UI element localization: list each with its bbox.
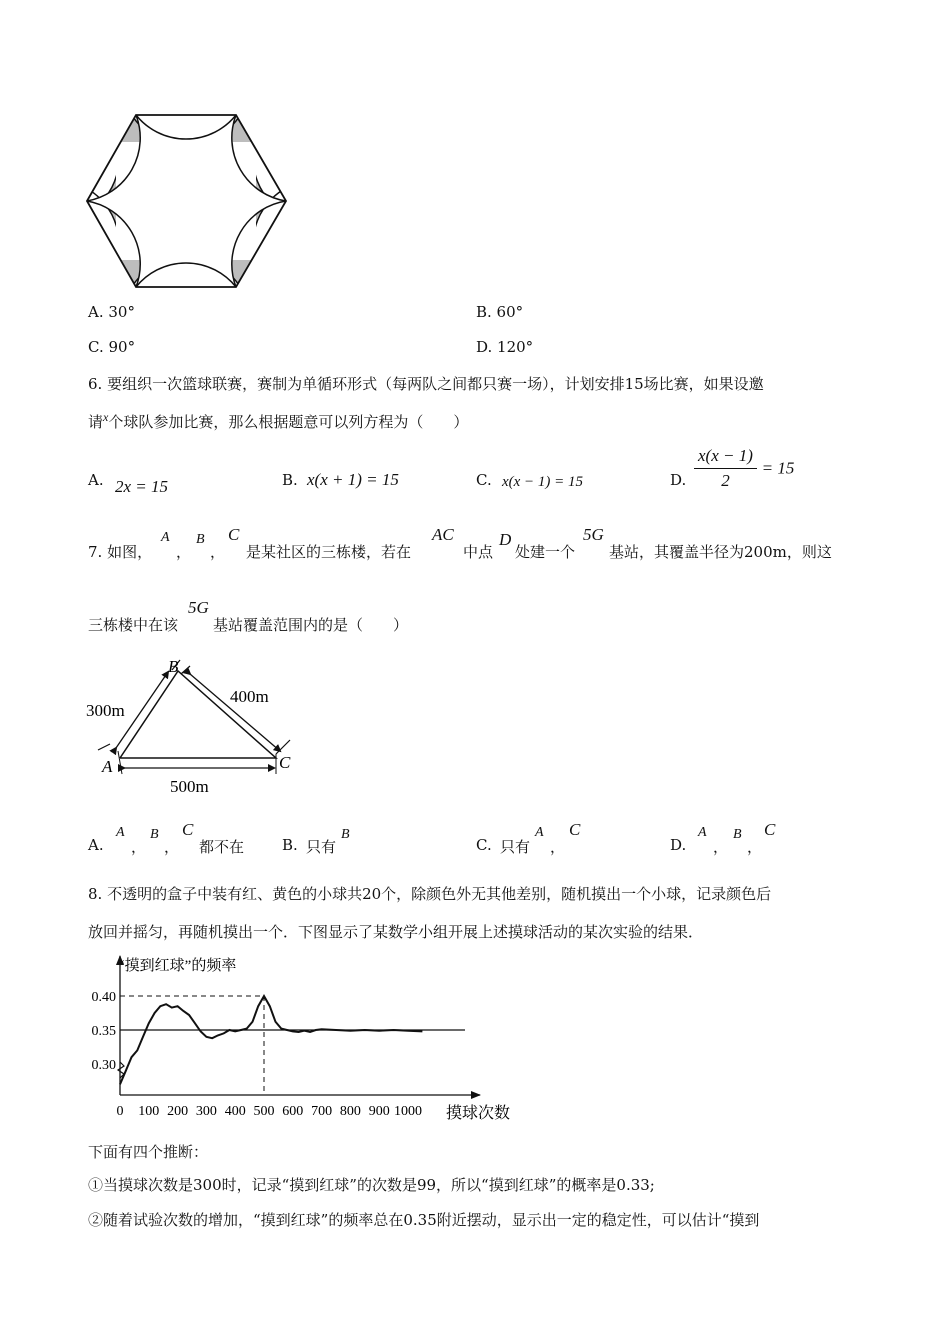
label-400m: 400m: [230, 687, 269, 706]
q7-option-d-A: A: [698, 825, 707, 840]
q6-option-d-denominator: 2: [721, 471, 730, 490]
vertex-A: A: [102, 757, 113, 776]
q7-option-c-text: 只有: [500, 838, 531, 856]
q5-option-c[interactable]: C. 90°: [88, 338, 136, 356]
q7-comma-1: ，: [176, 543, 192, 561]
inner-arcs: [87, 115, 286, 287]
q6-option-b-equation: x(x + 1) = 15: [307, 470, 399, 489]
q6-line1: 6. 要组织一次篮球联赛，赛制为单循环形式（每两队之间都只赛一场），计划安排15场比赛，如果设邀: [88, 375, 764, 393]
label-300m: 300m: [86, 701, 125, 720]
x-tick-label: 500: [253, 1104, 275, 1119]
q7-line2-5G: 5G: [188, 598, 209, 617]
frequency-chart: [80, 950, 530, 1125]
q7-option-a-C: C: [182, 820, 194, 839]
q7-line2-post: 基站覆盖范围内的是（ ）: [213, 616, 409, 634]
q7-option-c-A: A: [535, 825, 544, 840]
q7-option-c-label[interactable]: C.: [476, 836, 492, 854]
frequency-series-line: [120, 996, 422, 1084]
q7-option-d-label[interactable]: D.: [670, 836, 687, 854]
q7-text4: 基站，其覆盖半径为200m，则这: [609, 543, 832, 561]
x-tick-label: 600: [282, 1104, 304, 1119]
x-tick-label: 900: [368, 1104, 390, 1119]
q7-label-5G: 5G: [583, 525, 604, 544]
q7-option-a-A: A: [116, 825, 125, 840]
q7-text1: 是某社区的三栋楼，若在: [246, 543, 412, 561]
q6-line2-pre: 请: [88, 413, 104, 431]
q7-option-a-tail: 都不在: [199, 838, 245, 856]
x-tick-label: 100: [138, 1104, 160, 1119]
x-axis-label: 摸球次数: [446, 1105, 511, 1122]
q8-inference-1: ①当摸球次数是300时，记录“摸到红球”的次数是99，所以“摸到红球”的概率是0.33;: [88, 1176, 655, 1194]
q7-label-B: B: [196, 532, 205, 547]
label-500m: 500m: [170, 777, 209, 796]
q6-option-c-label[interactable]: C.: [476, 471, 492, 489]
q6-line2-post: 个球队参加比赛，那么根据题意可以列方程为（ ）: [108, 413, 469, 431]
x-tick-label: 200: [167, 1104, 189, 1119]
q7-option-d-C: C: [764, 820, 776, 839]
x-tick-label: 700: [311, 1104, 333, 1119]
q6-option-d-rhs: = 15: [761, 458, 795, 478]
x-tick-label: 400: [224, 1104, 246, 1119]
q6-option-a-equation: 2x = 15: [115, 477, 169, 496]
q6-option-c-equation: x(x − 1) = 15: [502, 474, 584, 490]
q7-prefix: 7. 如图，: [88, 543, 153, 561]
q7-option-d-comma1: ，: [713, 838, 729, 856]
q7-label-A: A: [161, 530, 170, 545]
q6-option-a-label[interactable]: A.: [88, 471, 104, 489]
q6-option-d-label[interactable]: D.: [670, 471, 687, 489]
q7-comma-2: ，: [210, 543, 226, 561]
x-tick-label: 800: [339, 1104, 361, 1119]
q7-option-a-label[interactable]: A.: [88, 836, 104, 854]
q5-option-d[interactable]: D. 120°: [476, 338, 534, 356]
q7-option-b-B: B: [341, 827, 350, 842]
chart-title: “摸到红球”的频率: [118, 958, 237, 974]
q7-option-a-comma2: ，: [164, 838, 180, 856]
y-tick-label: 0.40: [91, 990, 116, 1005]
vertex-B: B: [168, 657, 179, 676]
q7-label-D: D: [499, 530, 512, 549]
q7-option-a-comma1: ，: [131, 838, 147, 856]
vertex-C: C: [279, 753, 291, 772]
q6-option-d-fraction: [694, 446, 794, 491]
q7-text3: 处建一个: [515, 543, 576, 561]
q7-option-b-label[interactable]: B.: [282, 836, 298, 854]
q7-line2-pre: 三栋楼中在该: [88, 616, 179, 634]
q7-text2: 中点: [463, 543, 494, 561]
q6-var-x: x: [103, 410, 109, 424]
q7-option-d-B: B: [733, 827, 742, 842]
q8-line2: 放回并摇匀，再随机摸出一个．下图显示了某数学小组开展上述摸球活动的某次实验的结果．: [88, 923, 704, 941]
q6-option-b-label[interactable]: B.: [282, 471, 298, 489]
y-tick-label: 0.30: [91, 1058, 116, 1073]
q6-line2: [88, 410, 468, 432]
x-tick-label: 1000: [394, 1104, 422, 1119]
q7-option-c-C: C: [569, 820, 581, 839]
q5-option-a[interactable]: A. 30°: [88, 303, 135, 321]
q5-option-b[interactable]: B. 60°: [476, 303, 524, 321]
q7-label-C: C: [228, 525, 240, 544]
q8-inference-2: ②随着试验次数的增加，“摸到红球”的频率总在0.35附近摆动，显示出一定的稳定性，可以估计“摸到: [88, 1211, 760, 1229]
q6-option-d-numerator: x(x − 1): [698, 446, 753, 465]
triangle-figure: [80, 656, 310, 801]
q7-option-d-comma2: ，: [747, 838, 763, 856]
triangle-outline: [120, 671, 276, 758]
dim-arrow-BC: [190, 674, 280, 751]
q8-after1: 下面有四个推断：: [88, 1143, 209, 1161]
q7-option-c-comma: ，: [550, 838, 566, 856]
x-tick-label: 0: [116, 1104, 124, 1119]
q8-line1: 8. 不透明的盒子中装有红、黄色的小球共20个，除颜色外无其他差别，随机摸出一个小球，记录颜色后: [88, 885, 772, 903]
q7-option-a-B: B: [150, 827, 159, 842]
q7-option-b-text: 只有: [306, 838, 337, 856]
axis-break: [118, 1062, 124, 1078]
fraction-bar: [694, 468, 757, 469]
q7-label-AC: AC: [432, 525, 454, 544]
y-tick-label: 0.35: [91, 1024, 116, 1039]
x-tick-label: 300: [195, 1104, 217, 1119]
hexagon-figure: [86, 112, 290, 292]
